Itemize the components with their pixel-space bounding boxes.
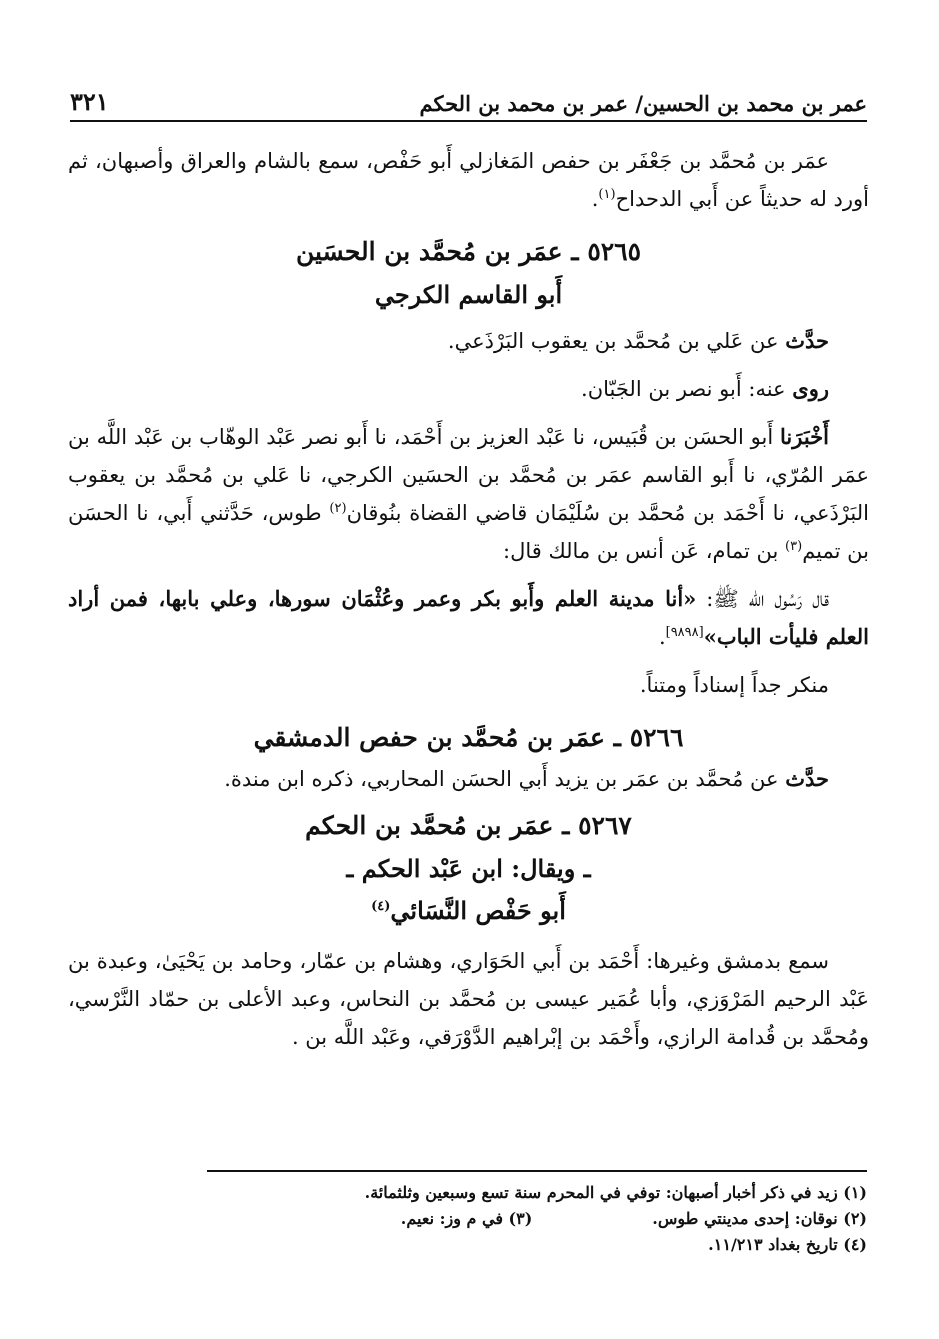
entry-5267-text: سمع بدمشق وغيرها: أَحْمَد بن أَبي الحَوَاري، وهشام بن عمّار، وحامد بن يَحْيَىٰ، وعبدة بن عَبْد الرحيم المَرْوَزي، وأبا عُمَير عيسى بن مُحمَّد بن النحاس، وعبد الأعلى بن حمّاد النَّرْسي، ومُحمَّد بن قُدامة الرازي، وأَحْمَد بن إبْراهيم الدَّوْرَقي، وعَبْد اللَّه بن . — [68, 949, 869, 1049]
haddath-text: عن عَلي بن مُحمَّد بن يعقوب البَرْذَعي. — [447, 329, 779, 353]
footnote-marker-1: (١) — [598, 187, 616, 202]
intro-text: عمَر بن مُحمَّد بن جَعْفَر بن حفص المَغازلي أَبو حَفْص، سمع بالشام والعراق وأصبهان، ثم أورد له حديثاً عن أَبي الدحداح — [68, 149, 869, 211]
entry-5265-rawa — [68, 370, 869, 408]
footnote-marker-3: (٣) — [785, 539, 803, 554]
entry-5267-title: ٥٢٦٧ ـ عمَر بن مُحمَّد بن الحكم — [305, 811, 632, 840]
page-body — [68, 142, 869, 1056]
rawa-label: روى — [792, 376, 829, 401]
footnotes — [207, 1170, 867, 1258]
footnote-marker-2: (٢) — [329, 501, 347, 516]
hadith-end: . — [658, 625, 666, 649]
rawa-text: عنه: أَبو نصر بن الجَبّان. — [581, 377, 786, 401]
isnad-label: أَخْبَرَنا — [780, 424, 829, 449]
qala-rasul: قال رَسُول الله ﷺ: — [706, 587, 829, 611]
entry-5265-haddath — [68, 322, 869, 360]
page-number: ٣٢١ — [70, 87, 109, 116]
isnad-text-1: أَبو الحسَن بن قُبَيس، نا عَبْد العزيز بن أَحْمَد، نا أَبو نصر عَبْد الوهّاب بن عَبْد اللَّه بن عمَر المُرّي، نا أَبو القاسم عمَر بن مُحمَّد بن الحسَين الكرجي، نا عَلي بن مُحمَّد بن يعقوب البَرْذَعي، نا أَحْمَد بن مُحمَّد بن سُلَيْمَان قاضي القضاة بنُوقان — [68, 425, 869, 525]
page-header — [70, 80, 867, 122]
intro-paragraph — [68, 142, 869, 218]
footnote-row — [207, 1206, 867, 1232]
footnote-3: (٣) في م وز: نعيم. — [400, 1209, 533, 1228]
entry-5265-grading: منكر جداً إسناداً ومتناً. — [639, 673, 829, 697]
entry-5265-title: ٥٢٦٥ ـ عمَر بن مُحمَّد بن الحسَين — [295, 237, 642, 266]
isnad-text-3: بن تمام، عَن أنس بن مالك قال: — [503, 539, 779, 563]
footnote-2: (٢) نوقان: إحدى مدينتي طوس. — [652, 1209, 867, 1228]
entry-5266-title: ٥٢٦٦ ـ عمَر بن مُحمَّد بن حفص الدمشقي — [253, 723, 684, 752]
entry-5265-isnad — [68, 418, 869, 570]
entry-5265-hadith — [68, 580, 869, 656]
hadith-text: «أنا مدينة العلم وأَبو بكر وعمر وعُثْمَان سورها، وعلي بابها، فمن أراد العلم فليأت الباب» — [68, 586, 869, 649]
running-title: عمر بن محمد بن الحسين/ عمر بن محمد بن الحكم — [419, 91, 867, 116]
entry-5265-kunya: أَبو القاسم الكرجي — [374, 280, 563, 309]
isnad-text-2: طوس، حَدَّثني أَبي، نا الحسَن بن تميم — [68, 501, 869, 563]
haddath-label: حدَّث — [785, 328, 829, 353]
footnote-marker-4: (٤) — [371, 899, 391, 914]
haddath-text: عن مُحمَّد بن عمَر بن يزيد أَبي الحسَن المحاربي، ذكره ابن مندة. — [224, 767, 779, 791]
haddath-label: حدَّث — [785, 766, 829, 791]
entry-5266-haddath — [68, 760, 869, 798]
entry-5267-alt-name: ـ ويقال: ابن عَبْد الحكم ـ — [346, 854, 591, 883]
hadith-ref: [٩٨٩٨] — [665, 625, 704, 640]
kunya-text: أَبو حَفْص النَّسَائي — [390, 896, 566, 925]
intro-end: . — [591, 187, 599, 211]
footnote-4: (٤) تاريخ بغداد ١١/٢١٣. — [708, 1235, 867, 1254]
footnote-1: (١) زيد في ذكر أخبار أصبهان: توفي في المحرم سنة تسع وسبعين وثلثمائة. — [364, 1183, 867, 1202]
entry-5267-kunya — [68, 890, 869, 932]
